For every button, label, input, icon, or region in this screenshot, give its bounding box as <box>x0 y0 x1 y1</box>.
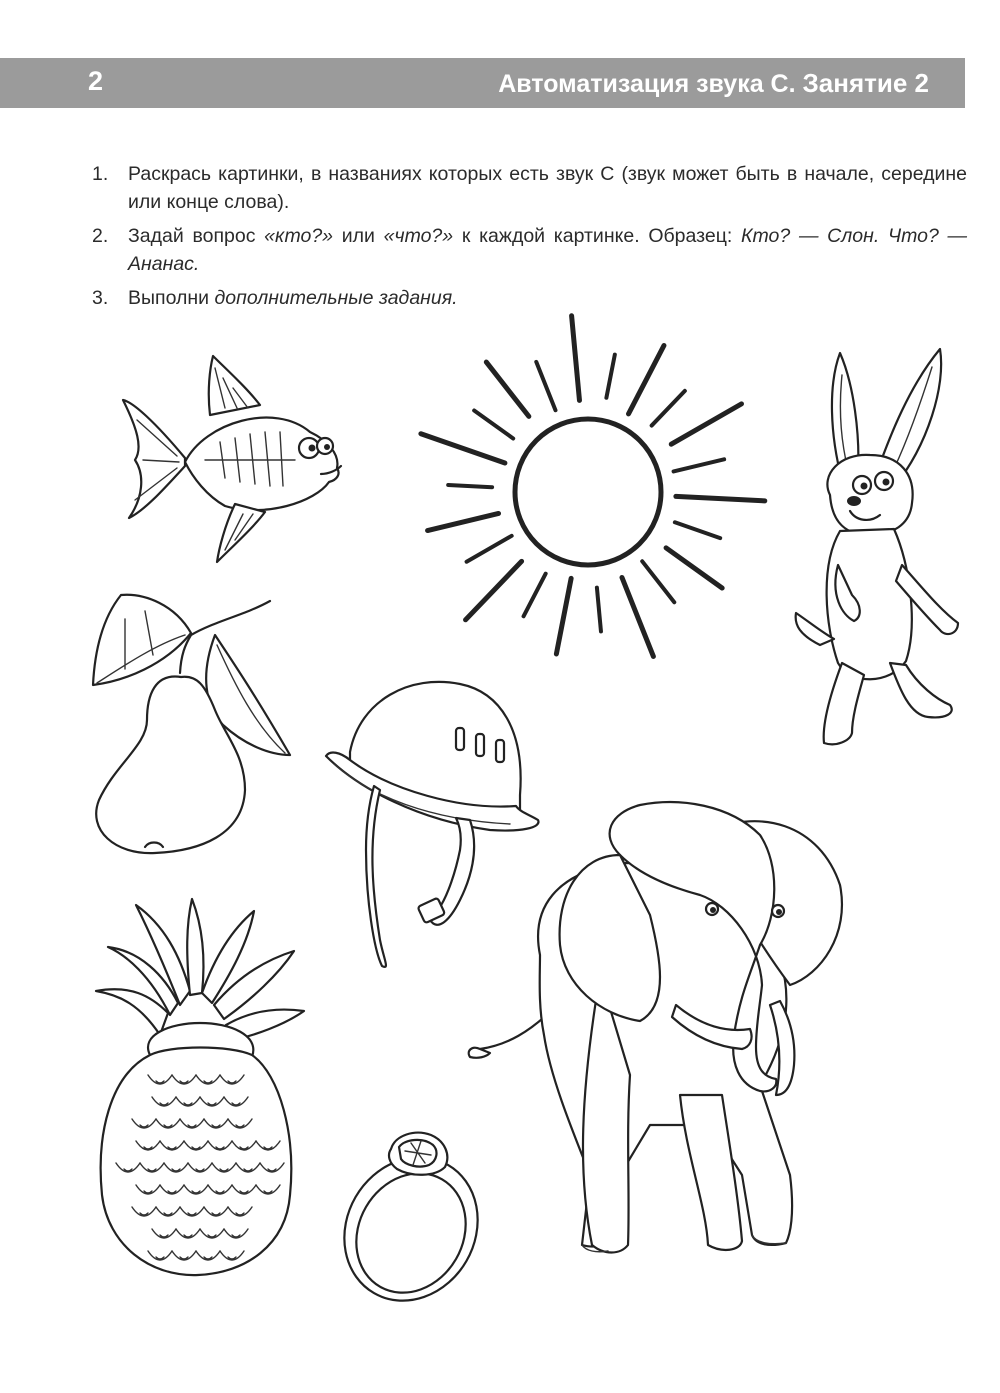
task-text-part: или <box>333 225 384 247</box>
task-text-part: к каждой картинке. Образец: <box>453 225 742 247</box>
fish-icon <box>115 350 350 570</box>
header-lesson: Занятие 2 <box>802 68 929 98</box>
hare-icon <box>790 345 965 755</box>
task-text-part: Выполни <box>128 287 215 309</box>
sun-icon <box>420 320 765 665</box>
pineapple-icon <box>90 895 310 1280</box>
page-number: 2 <box>88 66 104 96</box>
page-header <box>0 58 965 108</box>
task-text: Раскрась картинки, в названиях которых есть звук С (звук может быть в начале, середине или конце слова). <box>128 163 967 213</box>
task-number: 3. <box>92 287 109 309</box>
task-text <box>128 284 967 312</box>
task-text <box>128 222 967 278</box>
task-number: 2. <box>92 225 109 247</box>
task-text-part: Задай вопрос <box>128 225 265 247</box>
task-text-italic: «что?» <box>383 225 454 247</box>
task-text-italic: Кто? — Слон. Что? — Ананас. <box>128 225 968 275</box>
elephant-icon <box>460 795 965 1295</box>
task-list <box>92 160 967 318</box>
pear-icon <box>85 585 300 860</box>
ring-icon <box>335 1125 495 1310</box>
task-text-italic: «кто?» <box>264 225 334 247</box>
task-item <box>92 284 967 312</box>
header-title <box>498 68 929 99</box>
task-item <box>92 160 967 216</box>
header-topic: Автоматизация звука С. <box>498 70 796 98</box>
task-text-italic: дополнительные задания. <box>214 287 458 309</box>
task-item <box>92 222 967 278</box>
task-number: 1. <box>92 163 109 185</box>
